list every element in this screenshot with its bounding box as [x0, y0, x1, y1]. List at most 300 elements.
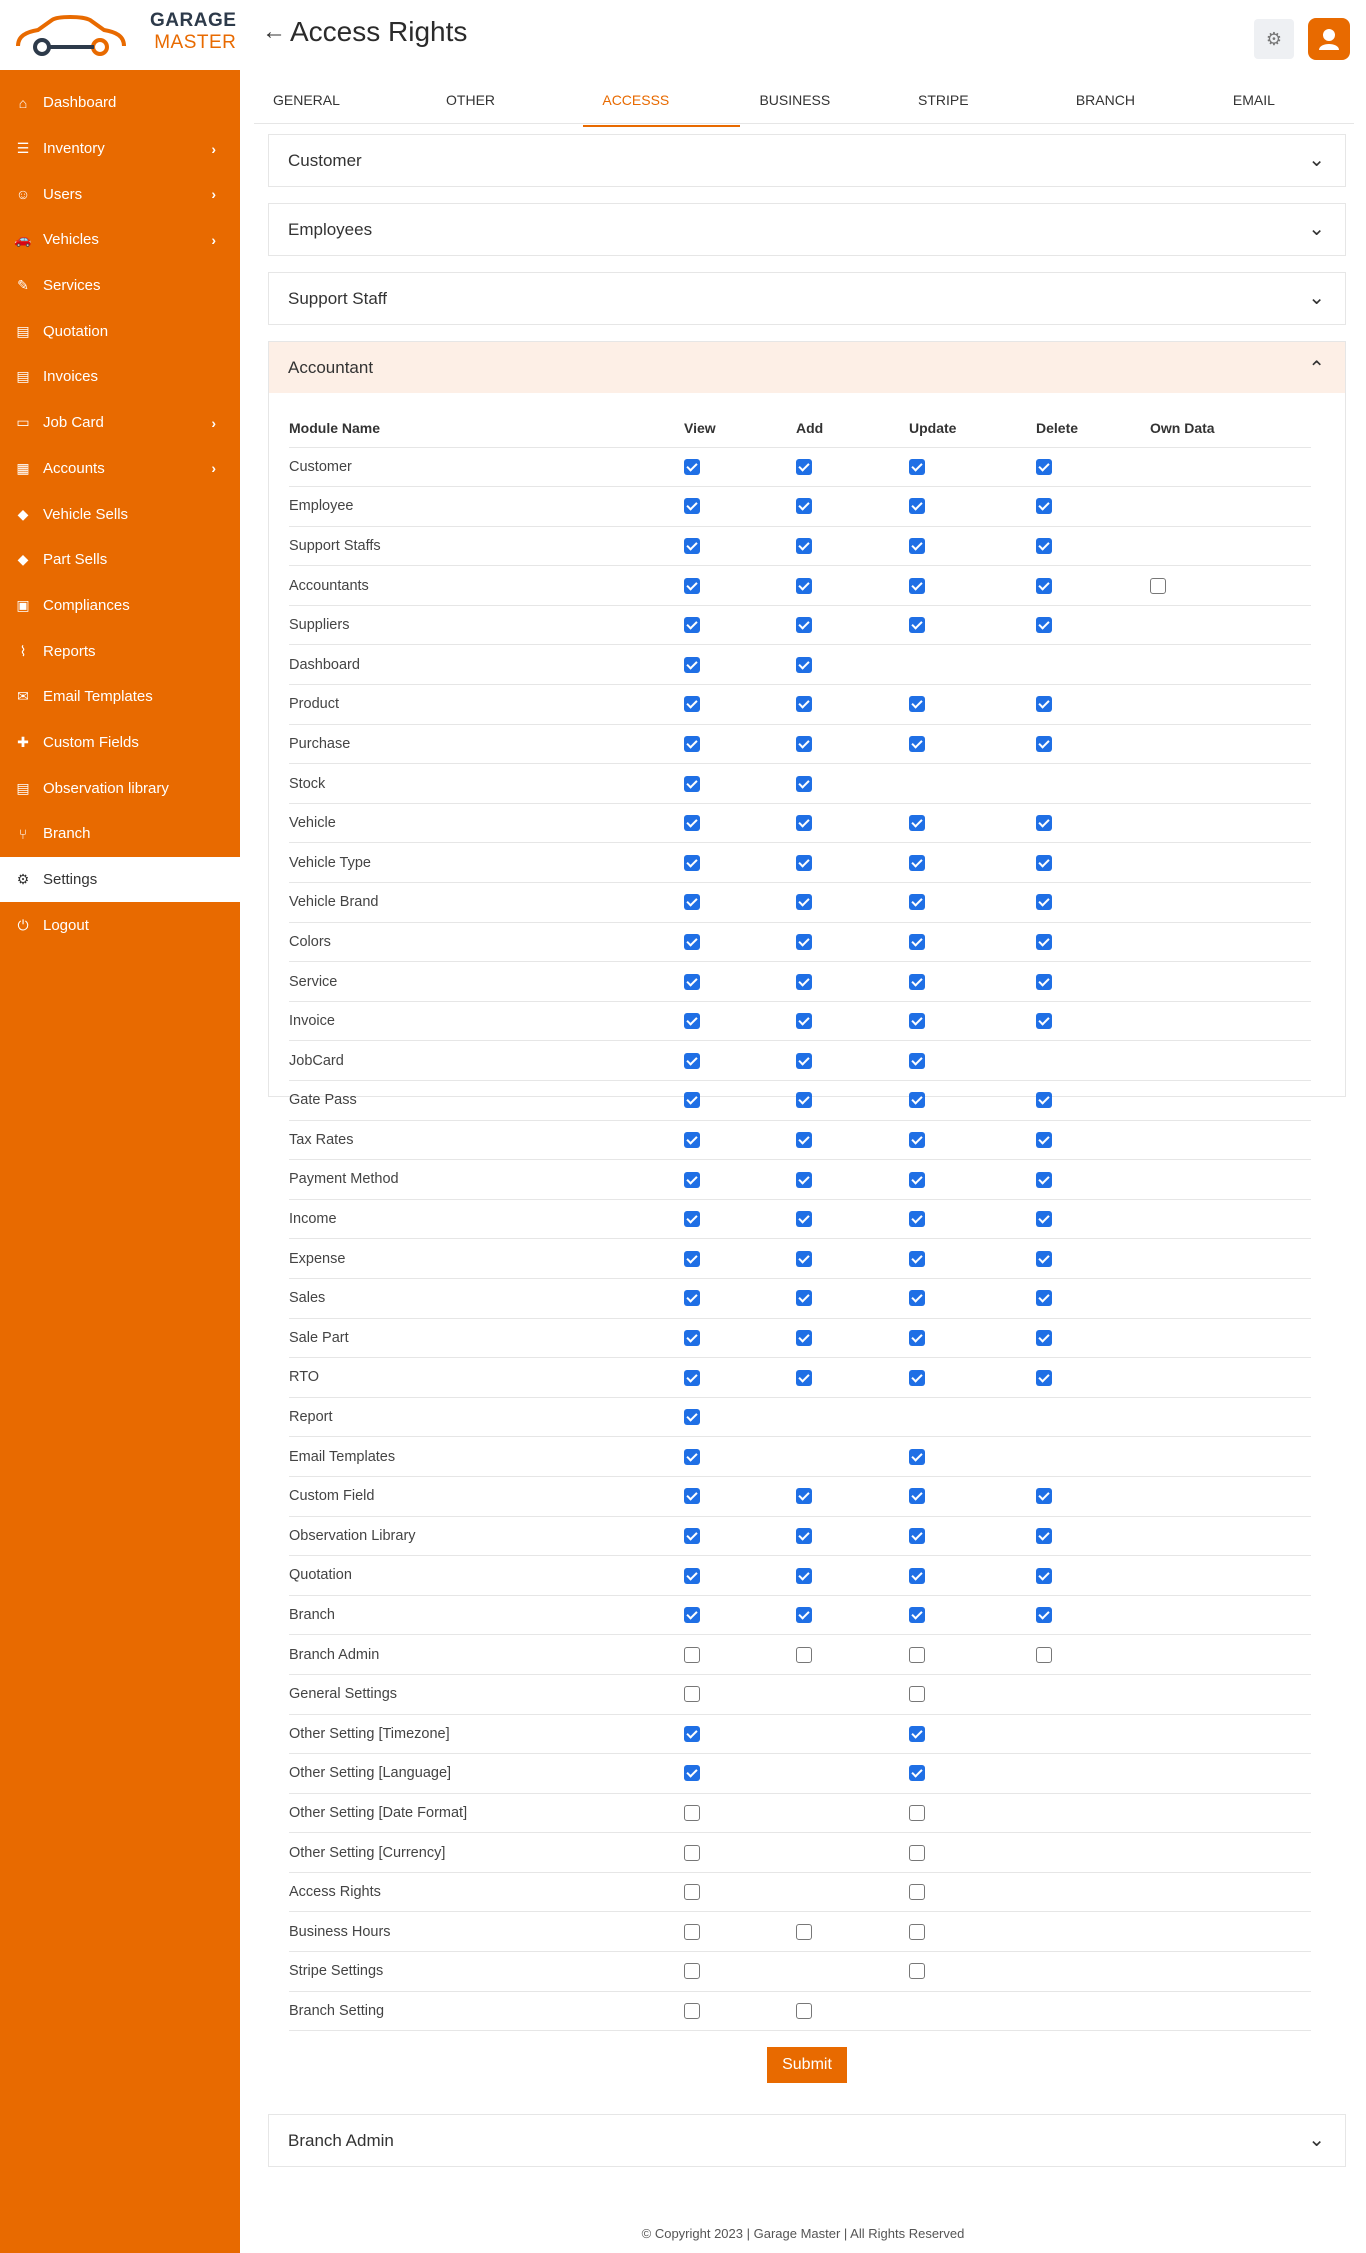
delete-checkbox[interactable] [1036, 1647, 1052, 1663]
view-checkbox[interactable] [684, 1963, 700, 1979]
update-checkbox[interactable] [909, 1449, 925, 1465]
view-checkbox[interactable] [684, 1251, 700, 1267]
arrow-left-icon[interactable]: ← [262, 18, 286, 45]
module-name: Product [289, 685, 684, 725]
update-checkbox[interactable] [909, 974, 925, 990]
module-name: Report [289, 1397, 684, 1437]
sidebar-item-job-card[interactable] [0, 400, 240, 446]
view-checkbox[interactable] [684, 934, 700, 950]
delete-checkbox[interactable] [1036, 736, 1052, 752]
delete-checkbox[interactable] [1036, 1488, 1052, 1504]
panel-header[interactable] [269, 342, 1345, 393]
view-checkbox[interactable] [684, 1845, 700, 1861]
update-checkbox[interactable] [909, 1765, 925, 1781]
sidebar-item-email-templates[interactable] [0, 674, 240, 720]
cell-update [909, 1476, 1036, 1516]
cell-delete [1036, 1081, 1150, 1121]
update-checkbox[interactable] [909, 696, 925, 712]
view-checkbox[interactable] [684, 1647, 700, 1663]
view-checkbox[interactable] [684, 657, 700, 673]
cell-update [909, 1912, 1036, 1952]
delete-checkbox[interactable] [1036, 1607, 1052, 1623]
cell-view [684, 1912, 796, 1952]
update-checkbox[interactable] [909, 1251, 925, 1267]
cell-update [909, 1278, 1036, 1318]
tab-other-settings[interactable]: OTHER [446, 92, 496, 108]
update-checkbox[interactable] [909, 1805, 925, 1821]
chevron-right-icon: › [211, 414, 216, 431]
cell-own-data [1150, 1635, 1311, 1675]
cell-own-data [1150, 1239, 1311, 1279]
sidebar-item-label: Logout [43, 916, 89, 934]
view-checkbox[interactable] [684, 1884, 700, 1900]
sidebar-item-logout[interactable] [0, 902, 240, 948]
view-checkbox[interactable] [684, 1726, 700, 1742]
cell-delete [1036, 1120, 1150, 1160]
view-checkbox[interactable] [684, 1370, 700, 1386]
module-name: Quotation [289, 1556, 684, 1596]
add-checkbox[interactable] [796, 459, 812, 475]
view-checkbox[interactable] [684, 815, 700, 831]
cell-update [909, 1754, 1036, 1794]
module-name: Income [289, 1199, 684, 1239]
home-icon: ⌂ [18, 94, 28, 111]
wrench-icon: ✎ [17, 277, 29, 294]
cell-own-data [1150, 724, 1311, 764]
add-checkbox[interactable] [796, 1172, 812, 1188]
add-checkbox[interactable] [796, 1370, 812, 1386]
add-checkbox[interactable] [796, 1211, 812, 1227]
delete-checkbox[interactable] [1036, 1132, 1052, 1148]
delete-checkbox[interactable] [1036, 855, 1052, 871]
file-icon: ▤ [16, 779, 30, 796]
add-checkbox[interactable] [796, 1053, 812, 1069]
delete-checkbox[interactable] [1036, 578, 1052, 594]
sidebar-item-observation-library[interactable] [0, 765, 240, 811]
add-checkbox[interactable] [796, 974, 812, 990]
delete-checkbox[interactable] [1036, 459, 1052, 475]
view-checkbox[interactable] [684, 855, 700, 871]
sidebar-item-label: Quotation [43, 322, 109, 340]
module-name: Customer [289, 447, 684, 487]
sidebar-item-custom-fields[interactable] [0, 720, 240, 766]
update-checkbox[interactable] [909, 538, 925, 554]
cell-own-data [1150, 1160, 1311, 1200]
module-name: Access Rights [289, 1872, 684, 1912]
panel-branch-admin[interactable] [268, 2114, 1346, 2167]
module-name: Other Setting [Date Format] [289, 1793, 684, 1833]
cell-add [796, 1674, 909, 1714]
table-row [289, 645, 1311, 685]
delete-checkbox[interactable] [1036, 1251, 1052, 1267]
sidebar-item-branch[interactable] [0, 811, 240, 857]
add-checkbox[interactable] [796, 855, 812, 871]
settings-tabs [254, 80, 1354, 124]
update-checkbox[interactable] [909, 1132, 925, 1148]
update-checkbox[interactable] [909, 1963, 925, 1979]
cell-update [909, 1635, 1036, 1675]
cell-own-data [1150, 1516, 1311, 1556]
add-checkbox[interactable] [796, 1330, 812, 1346]
update-checkbox[interactable] [909, 1330, 925, 1346]
cell-update [909, 1437, 1036, 1477]
cell-own-data [1150, 1397, 1311, 1437]
sidebar-item-inventory[interactable] [0, 126, 240, 172]
delete-checkbox[interactable] [1036, 1330, 1052, 1346]
module-name: Custom Field [289, 1476, 684, 1516]
own-data-checkbox[interactable] [1150, 578, 1166, 594]
update-checkbox[interactable] [909, 1607, 925, 1623]
cell-own-data [1150, 1278, 1311, 1318]
add-checkbox[interactable] [796, 498, 812, 514]
puzzle-icon: ✚ [17, 733, 29, 750]
update-checkbox[interactable] [909, 578, 925, 594]
sidebar-item-quotation[interactable] [0, 308, 240, 354]
view-checkbox[interactable] [684, 894, 700, 910]
sidebar-item-accounts[interactable] [0, 446, 240, 492]
update-checkbox[interactable] [909, 1053, 925, 1069]
update-checkbox[interactable] [909, 1924, 925, 1940]
delete-checkbox[interactable] [1036, 934, 1052, 950]
delete-checkbox[interactable] [1036, 696, 1052, 712]
panel-support-staff[interactable] [268, 272, 1346, 325]
add-checkbox[interactable] [796, 1488, 812, 1504]
cell-own-data [1150, 566, 1311, 606]
tab-email-setting[interactable]: EMAIL [1232, 92, 1275, 108]
delete-checkbox[interactable] [1036, 1211, 1052, 1227]
view-checkbox[interactable] [684, 1449, 700, 1465]
tab-stripe-settings[interactable]: STRIPE [918, 92, 969, 108]
table-row [289, 1476, 1311, 1516]
view-checkbox[interactable] [684, 1765, 700, 1781]
view-checkbox[interactable] [684, 1013, 700, 1029]
view-checkbox[interactable] [684, 1330, 700, 1346]
sidebar-item-label: Settings [43, 871, 98, 889]
update-checkbox[interactable] [909, 736, 925, 752]
update-checkbox[interactable] [909, 934, 925, 950]
submit-button[interactable]: Submit [767, 2047, 847, 2083]
update-checkbox[interactable] [909, 1686, 925, 1702]
col-delete: Delete [1036, 409, 1150, 447]
table-row [289, 487, 1311, 527]
cell-delete [1036, 1001, 1150, 1041]
cell-delete [1036, 1674, 1150, 1714]
cell-add [796, 1833, 909, 1873]
update-checkbox[interactable] [909, 1528, 925, 1544]
cell-add [796, 1556, 909, 1596]
sidebar-item-compliances[interactable] [0, 583, 240, 629]
cell-view [684, 1833, 796, 1873]
add-checkbox[interactable] [796, 538, 812, 554]
table-row [289, 803, 1311, 843]
add-checkbox[interactable] [796, 1647, 812, 1663]
update-checkbox[interactable] [909, 498, 925, 514]
cell-delete [1036, 1991, 1150, 2031]
cell-update [909, 1199, 1036, 1239]
view-checkbox[interactable] [684, 1053, 700, 1069]
view-checkbox[interactable] [684, 1686, 700, 1702]
update-checkbox[interactable] [909, 1726, 925, 1742]
tab-business-hours[interactable]: BUSINESS [759, 92, 831, 108]
cell-own-data [1150, 1833, 1311, 1873]
update-checkbox[interactable] [909, 1647, 925, 1663]
view-checkbox[interactable] [684, 578, 700, 594]
view-checkbox[interactable] [684, 2003, 700, 2019]
sidebar-item-dashboard[interactable] [0, 80, 240, 126]
cell-add [796, 1793, 909, 1833]
delete-checkbox[interactable] [1036, 538, 1052, 554]
branch-icon: ⑂ [18, 825, 28, 842]
col-module-name: Module Name [289, 409, 684, 447]
chevron-down-icon: ⌄ [1308, 218, 1325, 240]
sidebar-item-label: Job Card [43, 414, 104, 432]
delete-checkbox[interactable] [1036, 1092, 1052, 1108]
delete-checkbox[interactable] [1036, 1568, 1052, 1584]
chevron-right-icon: › [211, 140, 216, 157]
update-checkbox[interactable] [909, 855, 925, 871]
delete-checkbox[interactable] [1036, 498, 1052, 514]
chevron-down-icon: ⌄ [1308, 2129, 1325, 2151]
update-checkbox[interactable] [909, 1488, 925, 1504]
sidebar-item-users[interactable] [0, 171, 240, 217]
cell-add [796, 1041, 909, 1081]
view-checkbox[interactable] [684, 538, 700, 554]
cell-update [909, 1081, 1036, 1121]
cell-view [684, 724, 796, 764]
cell-view [684, 1397, 796, 1437]
view-checkbox[interactable] [684, 1607, 700, 1623]
table-row [289, 1081, 1311, 1121]
module-name: Payment Method [289, 1160, 684, 1200]
module-name: JobCard [289, 1041, 684, 1081]
cell-delete [1036, 1912, 1150, 1952]
cell-add [796, 1120, 909, 1160]
delete-checkbox[interactable] [1036, 1290, 1052, 1306]
delete-checkbox[interactable] [1036, 1172, 1052, 1188]
view-checkbox[interactable] [684, 1132, 700, 1148]
view-checkbox[interactable] [684, 1211, 700, 1227]
add-checkbox[interactable] [796, 696, 812, 712]
view-checkbox[interactable] [684, 974, 700, 990]
module-name: Branch Setting [289, 1991, 684, 2031]
cell-delete [1036, 922, 1150, 962]
update-checkbox[interactable] [909, 1845, 925, 1861]
cell-update [909, 803, 1036, 843]
view-checkbox[interactable] [684, 736, 700, 752]
table-row [289, 605, 1311, 645]
add-checkbox[interactable] [796, 1251, 812, 1267]
cell-add [796, 1278, 909, 1318]
view-checkbox[interactable] [684, 459, 700, 475]
delete-checkbox[interactable] [1036, 1013, 1052, 1029]
gear-icon[interactable]: ⚙ [1254, 19, 1294, 59]
sidebar-item-settings[interactable] [0, 857, 240, 903]
cell-view [684, 526, 796, 566]
sidebar-item-invoices[interactable] [0, 354, 240, 400]
avatar[interactable] [1308, 18, 1350, 60]
panel-customer[interactable] [268, 134, 1346, 187]
cell-view [684, 1991, 796, 2031]
cell-own-data [1150, 1318, 1311, 1358]
update-checkbox[interactable] [909, 459, 925, 475]
cell-delete [1036, 803, 1150, 843]
cell-own-data [1150, 1952, 1311, 1992]
sliders-icon: ☰ [16, 140, 30, 157]
tab-accesss-rights[interactable]: ACCESSS [583, 80, 740, 123]
footer: © Copyright 2023 | Garage Master | All Rights Reserved [641, 2226, 965, 2241]
cell-view [684, 803, 796, 843]
panel-title: Branch Admin [288, 2130, 394, 2150]
update-checkbox[interactable] [909, 617, 925, 633]
add-checkbox[interactable] [796, 815, 812, 831]
update-checkbox[interactable] [909, 1568, 925, 1584]
cell-delete [1036, 1239, 1150, 1279]
add-checkbox[interactable] [796, 736, 812, 752]
panel-header[interactable] [269, 273, 1345, 324]
view-checkbox[interactable] [684, 498, 700, 514]
module-name: General Settings [289, 1674, 684, 1714]
cell-add [796, 1318, 909, 1358]
delete-checkbox[interactable] [1036, 617, 1052, 633]
update-checkbox[interactable] [909, 1370, 925, 1386]
cell-add [796, 1635, 909, 1675]
update-checkbox[interactable] [909, 1884, 925, 1900]
view-checkbox[interactable] [684, 776, 700, 792]
cell-view [684, 566, 796, 606]
cell-own-data [1150, 1476, 1311, 1516]
add-checkbox[interactable] [796, 1132, 812, 1148]
cell-own-data [1150, 1358, 1311, 1398]
view-checkbox[interactable] [684, 617, 700, 633]
sidebar-item-vehicles[interactable] [0, 217, 240, 263]
add-checkbox[interactable] [796, 894, 812, 910]
sidebar-item-label: Users [43, 185, 83, 203]
add-checkbox[interactable] [796, 1568, 812, 1584]
cell-view [684, 962, 796, 1002]
panel-header[interactable] [269, 204, 1345, 255]
sidebar-item-label: Observation library [43, 779, 169, 797]
add-checkbox[interactable] [796, 1092, 812, 1108]
cell-own-data [1150, 526, 1311, 566]
add-checkbox[interactable] [796, 934, 812, 950]
panel-header[interactable] [269, 2115, 1345, 2166]
logo[interactable] [0, 0, 240, 70]
add-checkbox[interactable] [796, 617, 812, 633]
table-row [289, 1278, 1311, 1318]
cell-update [909, 1714, 1036, 1754]
cell-add [796, 1001, 909, 1041]
cell-update [909, 1872, 1036, 1912]
tab-general-settings[interactable]: GENERAL [273, 92, 340, 108]
sidebar-item-vehicle-sells[interactable] [0, 491, 240, 537]
view-checkbox[interactable] [684, 696, 700, 712]
view-checkbox[interactable] [684, 1568, 700, 1584]
cell-view [684, 1952, 796, 1992]
cell-own-data [1150, 1556, 1311, 1596]
module-name: Branch Admin [289, 1635, 684, 1675]
view-checkbox[interactable] [684, 1409, 700, 1425]
update-checkbox[interactable] [909, 1092, 925, 1108]
add-checkbox[interactable] [796, 2003, 812, 2019]
cell-own-data [1150, 685, 1311, 725]
view-checkbox[interactable] [684, 1924, 700, 1940]
table-row [289, 1556, 1311, 1596]
cell-delete [1036, 1872, 1150, 1912]
module-name: Dashboard [289, 645, 684, 685]
add-checkbox[interactable] [796, 1607, 812, 1623]
view-checkbox[interactable] [684, 1290, 700, 1306]
cell-delete [1036, 724, 1150, 764]
cell-view [684, 1239, 796, 1279]
cell-view [684, 447, 796, 487]
add-checkbox[interactable] [796, 1290, 812, 1306]
cell-view [684, 1516, 796, 1556]
delete-checkbox[interactable] [1036, 815, 1052, 831]
sidebar-item-reports[interactable] [0, 628, 240, 674]
cell-own-data [1150, 1437, 1311, 1477]
delete-checkbox[interactable] [1036, 894, 1052, 910]
cell-add [796, 1476, 909, 1516]
chevron-right-icon: › [211, 186, 216, 203]
view-checkbox[interactable] [684, 1092, 700, 1108]
cell-delete [1036, 1397, 1150, 1437]
delete-checkbox[interactable] [1036, 1528, 1052, 1544]
sidebar-item-services[interactable] [0, 263, 240, 309]
cell-update [909, 962, 1036, 1002]
calculator-icon: ▦ [16, 459, 30, 476]
update-checkbox[interactable] [909, 894, 925, 910]
delete-checkbox[interactable] [1036, 1370, 1052, 1386]
sidebar-item-part-sells[interactable] [0, 537, 240, 583]
add-checkbox[interactable] [796, 1924, 812, 1940]
cell-delete [1036, 764, 1150, 804]
add-checkbox[interactable] [796, 1013, 812, 1029]
add-checkbox[interactable] [796, 776, 812, 792]
cell-delete [1036, 685, 1150, 725]
view-checkbox[interactable] [684, 1805, 700, 1821]
table-row [289, 526, 1311, 566]
cell-add [796, 685, 909, 725]
cell-delete [1036, 1635, 1150, 1675]
add-checkbox[interactable] [796, 1528, 812, 1544]
cell-update [909, 1041, 1036, 1081]
update-checkbox[interactable] [909, 1172, 925, 1188]
view-checkbox[interactable] [684, 1528, 700, 1544]
panel-title: Customer [288, 150, 362, 170]
delete-checkbox[interactable] [1036, 974, 1052, 990]
panel-header[interactable] [269, 135, 1345, 186]
sidebar-item-label: Vehicles [43, 231, 99, 249]
sidebar [0, 0, 240, 2253]
update-checkbox[interactable] [909, 1211, 925, 1227]
table-row [289, 1991, 1311, 2031]
cell-delete [1036, 487, 1150, 527]
add-checkbox[interactable] [796, 578, 812, 594]
module-name: Invoice [289, 1001, 684, 1041]
view-checkbox[interactable] [684, 1488, 700, 1504]
cell-update [909, 1516, 1036, 1556]
table-row [289, 1793, 1311, 1833]
tab-branch-setting[interactable]: BRANCH [1075, 92, 1135, 108]
module-name: Other Setting [Timezone] [289, 1714, 684, 1754]
update-checkbox[interactable] [909, 815, 925, 831]
update-checkbox[interactable] [909, 1290, 925, 1306]
tag-icon: ◆ [17, 505, 29, 522]
panel-employees[interactable] [268, 203, 1346, 256]
update-checkbox[interactable] [909, 1013, 925, 1029]
add-checkbox[interactable] [796, 657, 812, 673]
view-checkbox[interactable] [684, 1172, 700, 1188]
